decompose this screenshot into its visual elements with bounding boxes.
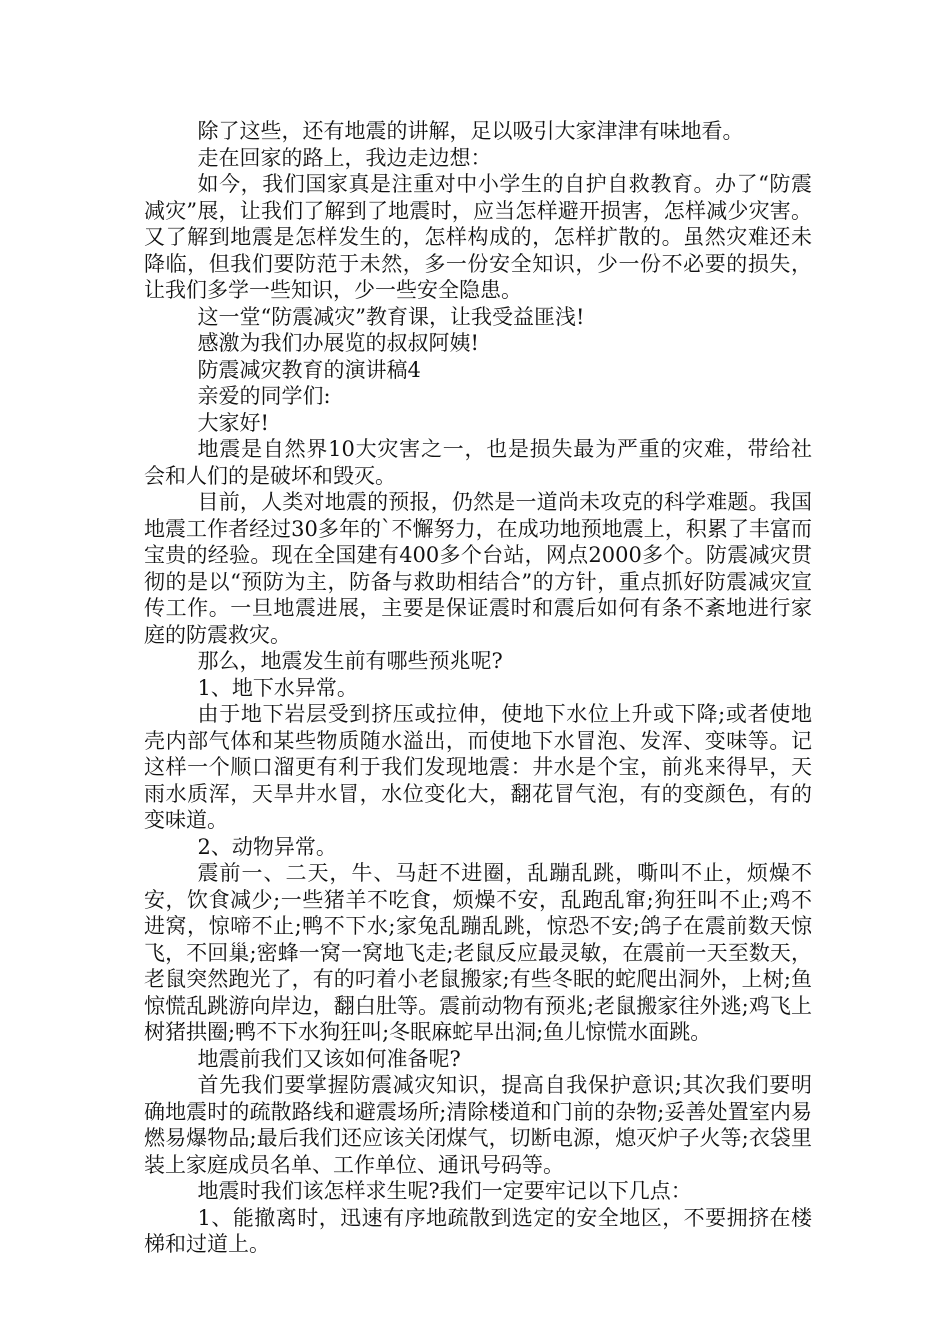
document-body bbox=[144, 118, 812, 1258]
paragraph: 这一堂“防震减灾”教育课，让我受益匪浅! bbox=[197, 304, 585, 329]
list-heading: 1、地下水异常。 bbox=[197, 675, 358, 700]
paragraph: 由于地下岩层受到挤压或拉伸，使地下水位上升或下降;或者使地壳内部气体和某些物质随水溢出，而使地下水冒泡、发浑、变味等。记这样一个顺口溜更有利于我们发现地震：井水是个宝，前兆来得早，天雨水质浑，天旱井水冒，水位变化大，翻花冒气泡，有的变颜色，有的变味道。 bbox=[144, 702, 812, 832]
paragraph: 震前一、二天，牛、马赶不进圈，乱蹦乱跳，嘶叫不止，烦燥不安，饮食减少;一些猪羊不吃食，烦燥不安，乱跑乱窜;狗狂叫不止;鸡不进窝，惊啼不止;鸭不下水;家兔乱蹦乱跳，惊恐不安;鸽子在震前数天惊飞，不回巢;密蜂一窝一窝地飞走;老鼠反应最灵敏，在震前一天至数天，老鼠突然跑光了，有的叼着小老鼠搬家;有些冬眠的蛇爬出洞外，上树;鱼惊慌乱跳游向岸边，翻白肚等。震前动物有预兆;老鼠搬家往外逃;鸡飞上树猪拱圈;鸭不下水狗狂叫;冬眠麻蛇早出洞;鱼儿惊慌水面跳。 bbox=[144, 861, 812, 1044]
paragraph: 目前，人类对地震的预报，仍然是一道尚未攻克的科学难题。我国地震工作者经过30多年的`不懈努力，在成功地预地震上，积累了丰富而宝贵的经验。现在全国建有400多个台站，网点2000多个。防震减灾贯彻的是以“预防为主，防备与救助相结合”的方针，重点抓好防震减灾宣传工作。一旦地震进展，主要是保证震时和震后如何有条不紊地进行家庭的防震救灾。 bbox=[144, 490, 812, 647]
paragraph: 地震时我们该怎样求生呢?我们一定要牢记以下几点： bbox=[197, 1179, 692, 1203]
paragraph: 1、能撤离时，迅速有序地疏散到选定的安全地区，不要拥挤在楼梯和过道上。 bbox=[144, 1205, 812, 1256]
paragraph: 地震前我们又该如何准备呢? bbox=[197, 1046, 461, 1071]
paragraph: 首先我们要掌握防震减灾知识，提高自我保护意识;其次我们要明确地震时的疏散路线和避震场所;清除楼道和门前的杂物;妥善处置室内易燃易爆物品;最后我们还应该关闭煤气，切断电源，熄灭炉子火等;衣袋里装上家庭成员名单、工作单位、通讯号码等。 bbox=[144, 1073, 812, 1177]
paragraph: 除了这些，还有地震的讲解，足以吸引大家津津有味地看。 bbox=[197, 119, 744, 143]
salutation: 亲爱的同学们: bbox=[197, 384, 331, 408]
paragraph: 如今，我们国家真是注重对中小学生的自护自救教育。办了“防震减灾”展，让我们了解到了地震时，应当怎样避开损害，怎样减少灾害。又了解到地震是怎样发生的，怎样构成的，怎样扩散的。虽然灾难还未降临，但我们要防范于未然，多一份安全知识，少一份不必要的损失，让我们多学一些知识，少一些安全隐患。 bbox=[144, 172, 812, 302]
paragraph: 走在回家的路上，我边走边想： bbox=[197, 145, 492, 170]
greeting: 大家好! bbox=[197, 410, 269, 435]
section-title: 防震减灾教育的演讲稿4 bbox=[197, 357, 421, 382]
paragraph: 那么，地震发生前有哪些预兆呢? bbox=[197, 649, 503, 673]
paragraph: 感激为我们办展览的叔叔阿姨! bbox=[197, 331, 479, 355]
paragraph: 地震是自然界10大灾害之一，也是损失最为严重的灾难，带给社会和人们的是破坏和毁灭。 bbox=[144, 437, 812, 488]
list-heading: 2、动物异常。 bbox=[197, 834, 337, 859]
